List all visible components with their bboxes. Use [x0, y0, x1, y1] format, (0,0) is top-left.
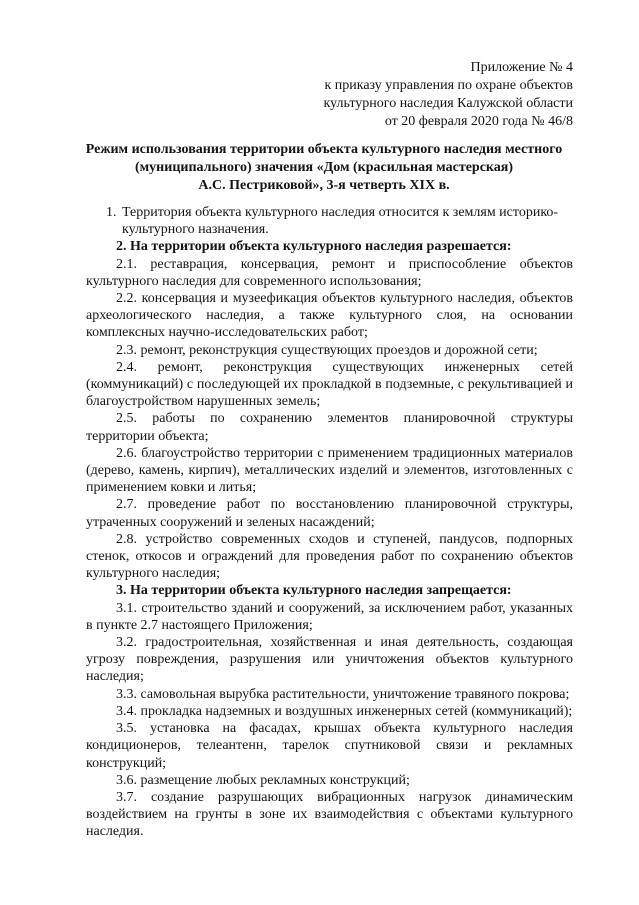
title-line-2: (муниципального) значения «Дом (красильная мастерская) [134, 160, 514, 175]
appendix-line-3: культурного наследия Калужской области [323, 96, 573, 111]
paragraph-3-1: 3.1. строительство зданий и сооружений, за исключением работ, указанных в пункте 2.7 настоящего Приложения; [86, 600, 573, 633]
paragraph-2-6: 2.6. благоустройство территории с применением традиционных материалов (дерево, камень, кирпич), металлических изделий и элементов, изготовленных с применением ковки и литья; [86, 445, 573, 496]
paragraph-3-4: 3.4. прокладка надземных и воздушных инженерных сетей (коммуникаций); [116, 703, 573, 719]
document-body [86, 204, 573, 841]
paragraph-3-2: 3.2. градостроительная, хозяйственная и иная деятельность, создающая угрозу повреждения, разрушения или уничтожения объектов культурного наследия; [86, 635, 573, 685]
paragraph-3-5: 3.5. установка на фасадах, крышах объекта культурного наследия кондиционеров, телеантенн, тарелок спутниковой связи и рекламных конструкций; [86, 721, 573, 771]
paragraph-3-3: 3.3. самовольная вырубка растительности, уничтожение травяного покрова; [116, 686, 570, 702]
item-1-marker: 1. [106, 205, 117, 220]
paragraph-2-5: 2.5. работы по сохранению элементов планировочной структуры территории объекта; [86, 411, 573, 444]
item-1-line-1: Территория объекта культурного наследия относится к землям историко- [122, 205, 559, 220]
paragraph-2-2: 2.2. консервация и музеефикация объектов культурного наследия, объектов археологического наследия, а также культурного слоя, на основании комплексных научно-исследовательских работ; [86, 291, 573, 341]
section-3-heading: 3. На территории объекта культурного наследия запрещается: [116, 583, 512, 599]
paragraph-2-4: 2.4. ремонт, реконструкция существующих инженерных сетей (коммуникаций) с последующей их прокладкой в подземные, с рекультивацией и благоустройством нарушенных земель; [86, 359, 573, 410]
title-line-1: Режим использования территории объекта культурного наследия местного [85, 142, 563, 157]
appendix-header [324, 59, 573, 131]
appendix-line-2: к приказу управления по охране объектов [324, 78, 573, 93]
appendix-line-1: Приложение № 4 [470, 60, 573, 75]
appendix-line-4: от 20 февраля 2020 года № 46/8 [384, 114, 573, 129]
section-2-heading: 2. На территории объекта культурного наследия разрешается: [116, 239, 512, 255]
document-title [72, 141, 576, 195]
paragraph-3-7: 3.7. создание разрушающих вибрационных нагрузок динамическим воздействием на грунты в зоне их взаимодействия с объектами культурного наследия. [86, 789, 573, 840]
item-1-line-2: культурного назначения. [122, 222, 269, 238]
paragraph-3-6: 3.6. размещение любых рекламных конструкций; [116, 772, 410, 788]
paragraph-2-1: 2.1. реставрация, консервация, ремонт и приспособление объектов культурного наследия для современного использования; [86, 256, 573, 289]
paragraph-2-8: 2.8. устройство современных сходов и ступеней, пандусов, подпорных стенок, откосов и ограждений для проведения работ по сохранению объектов культурного наследия; [86, 531, 573, 582]
title-line-3: А.С. Пестриковой», 3-я четверть XIX в. [198, 178, 450, 193]
paragraph-2-7: 2.7. проведение работ по восстановлению планировочной структуры, утраченных сооружений и зеленых насаждений; [86, 497, 573, 530]
item-1 [86, 204, 573, 238]
paragraph-2-3: 2.3. ремонт, реконструкция существующих проездов и дорожной сети; [116, 342, 538, 358]
